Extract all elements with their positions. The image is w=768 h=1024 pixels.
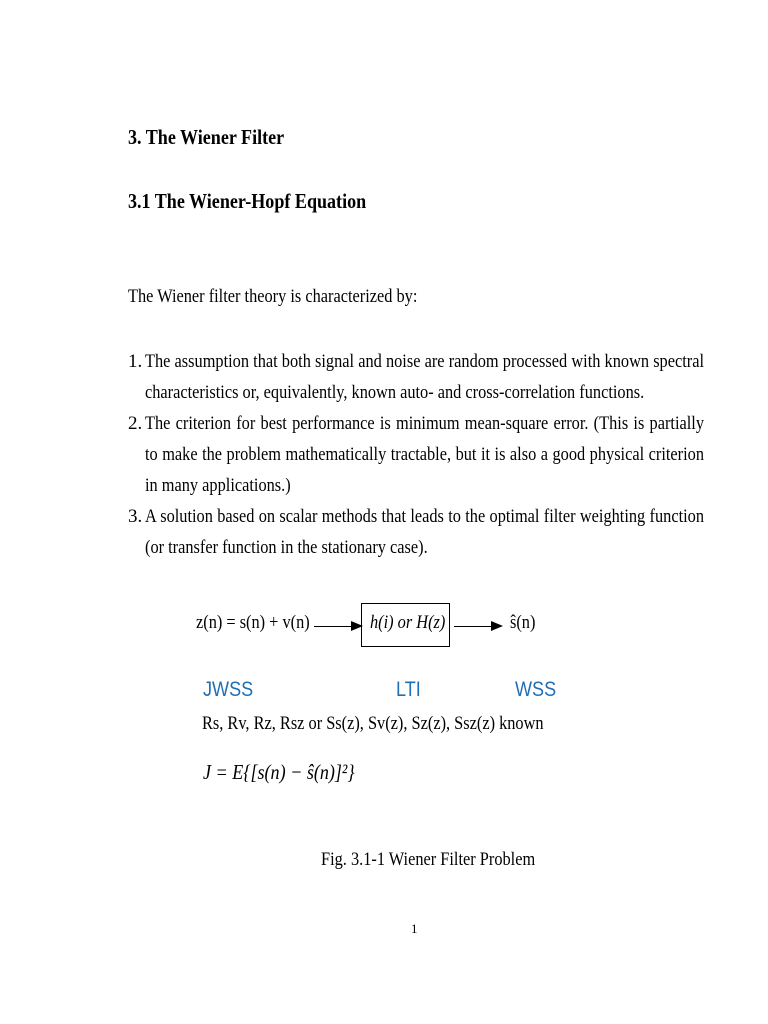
intro-paragraph: The Wiener filter theory is characterized by: (128, 286, 418, 307)
list-text: The criterion for best performance is minimum mean-square error. (This is partially to make the problem mathematically tractable, but it is also a good physical criterion in many applications.) (145, 413, 704, 496)
list-number: 3. (128, 506, 143, 527)
figure-caption: Fig. 3.1-1 Wiener Filter Problem (321, 849, 536, 870)
list-text: The assumption that both signal and noise are random processed with known spectral characteristics or, equivalently, known auto- and cross-correlation functions. (145, 351, 704, 403)
characteristics-list (128, 346, 704, 563)
wss-label: WSS (515, 678, 557, 701)
list-item (128, 501, 704, 563)
list-number: 2. (128, 413, 143, 434)
diagram-input: z(n) = s(n) + v(n) (196, 612, 310, 633)
output-arrow-head (491, 621, 503, 631)
list-item (128, 408, 704, 501)
filter-label-text: h(i) or H(z) (370, 612, 446, 633)
output-arrow (454, 626, 494, 627)
list-text: A solution based on scalar methods that leads to the optimal filter weighting function (or transfer function in the stationary case). (145, 506, 704, 558)
known-statistics: Rs, Rv, Rz, Rsz or Ss(z), Sv(z), Sz(z), Ssz(z) known (202, 713, 544, 734)
section-title: 3. The Wiener Filter (128, 125, 285, 149)
section-subtitle: 3.1 The Wiener-Hopf Equation (128, 189, 367, 213)
lti-label: LTI (396, 678, 421, 701)
cost-function: J = E{[s(n) − ŝ(n)]²} (203, 760, 355, 784)
diagram-output: ŝ(n) (510, 612, 536, 633)
jwss-label: JWSS (203, 678, 254, 701)
list-number: 1. (128, 351, 143, 372)
page-number: 1 (411, 921, 418, 936)
input-arrow (314, 626, 354, 627)
list-item (128, 346, 704, 408)
